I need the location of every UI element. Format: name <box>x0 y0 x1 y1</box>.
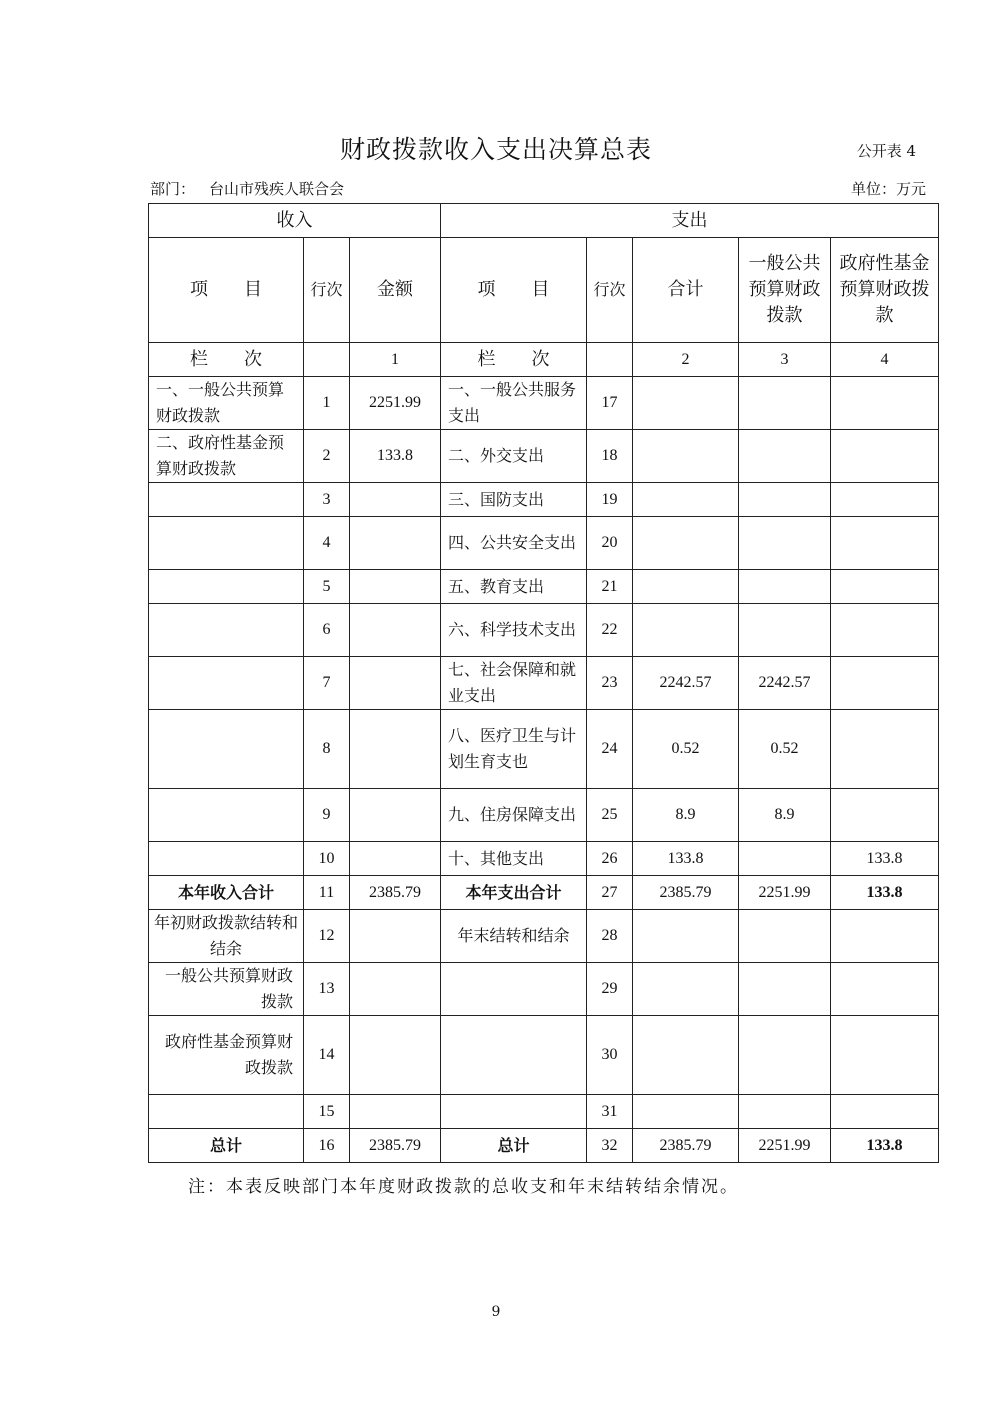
expense-item-cell: 六、科学技术支出 <box>441 604 587 657</box>
income-item-cell <box>149 517 304 570</box>
unit-label: 单位：万元 <box>850 180 926 198</box>
income-rowno-cell: 9 <box>304 789 350 842</box>
footnote: 注：本表反映部门本年度财政拨款的总收支和年末结转结余情况。 <box>188 1177 739 1197</box>
expense-item-cell: 十、其他支出 <box>441 842 587 876</box>
expense-rowno-cell: 17 <box>587 377 633 430</box>
total-cell <box>633 604 739 657</box>
income-item-cell: 二、政府性基金预算财政拨款 <box>149 430 304 483</box>
expense-item-cell: 本年支出合计 <box>441 876 587 910</box>
general-budget-cell <box>739 1016 831 1095</box>
col-index-blank <box>587 343 633 377</box>
income-amount-cell <box>350 963 441 1016</box>
general-budget-cell <box>739 1095 831 1129</box>
form-number: 公开表 4 <box>856 142 916 160</box>
expense-rowno-cell: 18 <box>587 430 633 483</box>
income-amount-cell <box>350 657 441 710</box>
income-item-cell <box>149 483 304 517</box>
budget-table <box>148 203 939 1163</box>
total-cell: 2385.79 <box>633 876 739 910</box>
gov-fund-cell <box>831 604 939 657</box>
general-budget-cell <box>739 842 831 876</box>
gov-fund-header: 政府性基金预算财政拨款 <box>831 238 939 343</box>
total-cell: 2385.79 <box>633 1129 739 1163</box>
table-row <box>149 483 939 517</box>
income-rowno-cell: 14 <box>304 1016 350 1095</box>
gov-fund-cell: 133.8 <box>831 1129 939 1163</box>
expense-item-cell <box>441 1016 587 1095</box>
general-budget-cell <box>739 604 831 657</box>
income-amount-cell <box>350 483 441 517</box>
expense-rowno-cell: 22 <box>587 604 633 657</box>
income-item-cell: 政府性基金预算财政拨款 <box>149 1016 304 1095</box>
income-item-cell: 年初财政拨款结转和结余 <box>149 910 304 963</box>
income-amount-cell <box>350 1016 441 1095</box>
page-number: 9 <box>491 1304 501 1320</box>
expense-item-cell: 七、社会保障和就业支出 <box>441 657 587 710</box>
income-item-cell: 总计 <box>149 1129 304 1163</box>
col-label-expense: 栏 次 <box>441 343 587 377</box>
table-row <box>149 710 939 789</box>
expense-item-cell: 三、国防支出 <box>441 483 587 517</box>
column-index-row <box>149 343 939 377</box>
table-row <box>149 789 939 842</box>
income-amount-cell <box>350 604 441 657</box>
expense-item-cell: 八、医疗卫生与计划生育支也 <box>441 710 587 789</box>
gov-fund-cell <box>831 963 939 1016</box>
gov-fund-cell <box>831 430 939 483</box>
income-amount-cell: 2385.79 <box>350 876 441 910</box>
expense-item-cell: 五、教育支出 <box>441 570 587 604</box>
expense-item-cell <box>441 1095 587 1129</box>
total-cell <box>633 963 739 1016</box>
gov-fund-cell <box>831 910 939 963</box>
table-row <box>149 842 939 876</box>
income-item-cell <box>149 842 304 876</box>
table-row <box>149 910 939 963</box>
total-cell: 133.8 <box>633 842 739 876</box>
expense-rowno-cell: 29 <box>587 963 633 1016</box>
expense-rowno-cell: 21 <box>587 570 633 604</box>
expense-item-cell <box>441 963 587 1016</box>
general-budget-cell <box>739 963 831 1016</box>
total-cell: 0.52 <box>633 710 739 789</box>
gov-fund-cell <box>831 570 939 604</box>
table-row <box>149 1016 939 1095</box>
general-budget-cell: 2251.99 <box>739 1129 831 1163</box>
gov-fund-cell <box>831 789 939 842</box>
income-rowno-cell: 10 <box>304 842 350 876</box>
income-amount-cell <box>350 842 441 876</box>
department-label: 部门： <box>150 180 196 198</box>
table-row <box>149 430 939 483</box>
total-cell <box>633 1095 739 1129</box>
expense-rowno-cell: 31 <box>587 1095 633 1129</box>
table-row <box>149 377 939 430</box>
income-amount-cell: 2385.79 <box>350 1129 441 1163</box>
expense-item-cell: 九、住房保障支出 <box>441 789 587 842</box>
income-amount-cell <box>350 1095 441 1129</box>
income-item-cell <box>149 570 304 604</box>
general-budget-cell: 2242.57 <box>739 657 831 710</box>
general-budget-cell <box>739 430 831 483</box>
general-budget-header: 一般公共预算财政拨款 <box>739 238 831 343</box>
general-budget-cell <box>739 377 831 430</box>
gov-fund-cell: 133.8 <box>831 842 939 876</box>
table-row <box>149 1129 939 1163</box>
income-amount-cell <box>350 910 441 963</box>
income-item-cell <box>149 1095 304 1129</box>
gov-fund-cell <box>831 483 939 517</box>
table-row <box>149 963 939 1016</box>
table-row <box>149 604 939 657</box>
gov-fund-cell <box>831 517 939 570</box>
income-rowno-cell: 12 <box>304 910 350 963</box>
income-amount-cell: 2251.99 <box>350 377 441 430</box>
income-rowno-cell: 1 <box>304 377 350 430</box>
expense-item-cell: 年末结转和结余 <box>441 910 587 963</box>
total-cell <box>633 517 739 570</box>
expense-rowno-cell: 26 <box>587 842 633 876</box>
total-header: 合计 <box>633 238 739 343</box>
expense-rowno-cell: 24 <box>587 710 633 789</box>
expense-rowno-cell: 19 <box>587 483 633 517</box>
expense-rowno-cell: 25 <box>587 789 633 842</box>
income-rowno-cell: 15 <box>304 1095 350 1129</box>
department-name: 台山市残疾人联合会 <box>209 180 345 198</box>
income-item-cell: 一、一般公共预算财政拨款 <box>149 377 304 430</box>
total-cell: 8.9 <box>633 789 739 842</box>
income-rowno-cell: 2 <box>304 430 350 483</box>
table-row <box>149 517 939 570</box>
income-header: 收入 <box>149 204 441 238</box>
income-item-cell <box>149 789 304 842</box>
expense-item-cell: 总计 <box>441 1129 587 1163</box>
section-header-row <box>149 204 939 238</box>
expense-rowno-header: 行次 <box>587 238 633 343</box>
total-cell: 2242.57 <box>633 657 739 710</box>
total-cell <box>633 377 739 430</box>
col-index-3: 3 <box>739 343 831 377</box>
income-item-cell <box>149 657 304 710</box>
expense-rowno-cell: 32 <box>587 1129 633 1163</box>
general-budget-cell: 2251.99 <box>739 876 831 910</box>
col-index-1: 1 <box>350 343 441 377</box>
general-budget-cell <box>739 570 831 604</box>
col-index-blank <box>304 343 350 377</box>
table-row <box>149 657 939 710</box>
income-rowno-cell: 13 <box>304 963 350 1016</box>
table-row <box>149 570 939 604</box>
general-budget-cell <box>739 910 831 963</box>
total-cell <box>633 430 739 483</box>
gov-fund-cell <box>831 1095 939 1129</box>
income-amount-cell <box>350 570 441 604</box>
col-label-income: 栏 次 <box>149 343 304 377</box>
expense-rowno-cell: 27 <box>587 876 633 910</box>
expense-item-cell: 一、一般公共服务支出 <box>441 377 587 430</box>
general-budget-cell <box>739 483 831 517</box>
income-amount-cell <box>350 517 441 570</box>
income-rowno-cell: 5 <box>304 570 350 604</box>
gov-fund-cell <box>831 377 939 430</box>
income-rowno-header: 行次 <box>304 238 350 343</box>
gov-fund-cell: 133.8 <box>831 876 939 910</box>
expense-item-header: 项 目 <box>441 238 587 343</box>
income-rowno-cell: 11 <box>304 876 350 910</box>
general-budget-cell: 8.9 <box>739 789 831 842</box>
column-header-row <box>149 238 939 343</box>
department-line <box>150 178 344 199</box>
income-item-header: 项 目 <box>149 238 304 343</box>
table-row <box>149 1095 939 1129</box>
col-index-2: 2 <box>633 343 739 377</box>
expense-rowno-cell: 30 <box>587 1016 633 1095</box>
expense-rowno-cell: 23 <box>587 657 633 710</box>
gov-fund-cell <box>831 1016 939 1095</box>
income-item-cell <box>149 604 304 657</box>
general-budget-cell <box>739 517 831 570</box>
page-title: 财政拨款收入支出决算总表 <box>339 135 652 164</box>
income-item-cell <box>149 710 304 789</box>
income-rowno-cell: 8 <box>304 710 350 789</box>
total-cell <box>633 910 739 963</box>
table-body <box>149 377 939 1163</box>
income-amount-cell <box>350 789 441 842</box>
income-amount-cell: 133.8 <box>350 430 441 483</box>
expense-item-cell: 四、公共安全支出 <box>441 517 587 570</box>
income-rowno-cell: 16 <box>304 1129 350 1163</box>
income-item-cell: 本年收入合计 <box>149 876 304 910</box>
income-rowno-cell: 4 <box>304 517 350 570</box>
total-cell <box>633 1016 739 1095</box>
gov-fund-cell <box>831 657 939 710</box>
expense-rowno-cell: 20 <box>587 517 633 570</box>
total-cell <box>633 570 739 604</box>
income-rowno-cell: 6 <box>304 604 350 657</box>
income-rowno-cell: 7 <box>304 657 350 710</box>
income-item-cell: 一般公共预算财政拨款 <box>149 963 304 1016</box>
income-rowno-cell: 3 <box>304 483 350 517</box>
income-amount-header: 金额 <box>350 238 441 343</box>
total-cell <box>633 483 739 517</box>
general-budget-cell: 0.52 <box>739 710 831 789</box>
expense-header: 支出 <box>441 204 939 238</box>
table-row <box>149 876 939 910</box>
income-amount-cell <box>350 710 441 789</box>
col-index-4: 4 <box>831 343 939 377</box>
expense-item-cell: 二、外交支出 <box>441 430 587 483</box>
expense-rowno-cell: 28 <box>587 910 633 963</box>
gov-fund-cell <box>831 710 939 789</box>
